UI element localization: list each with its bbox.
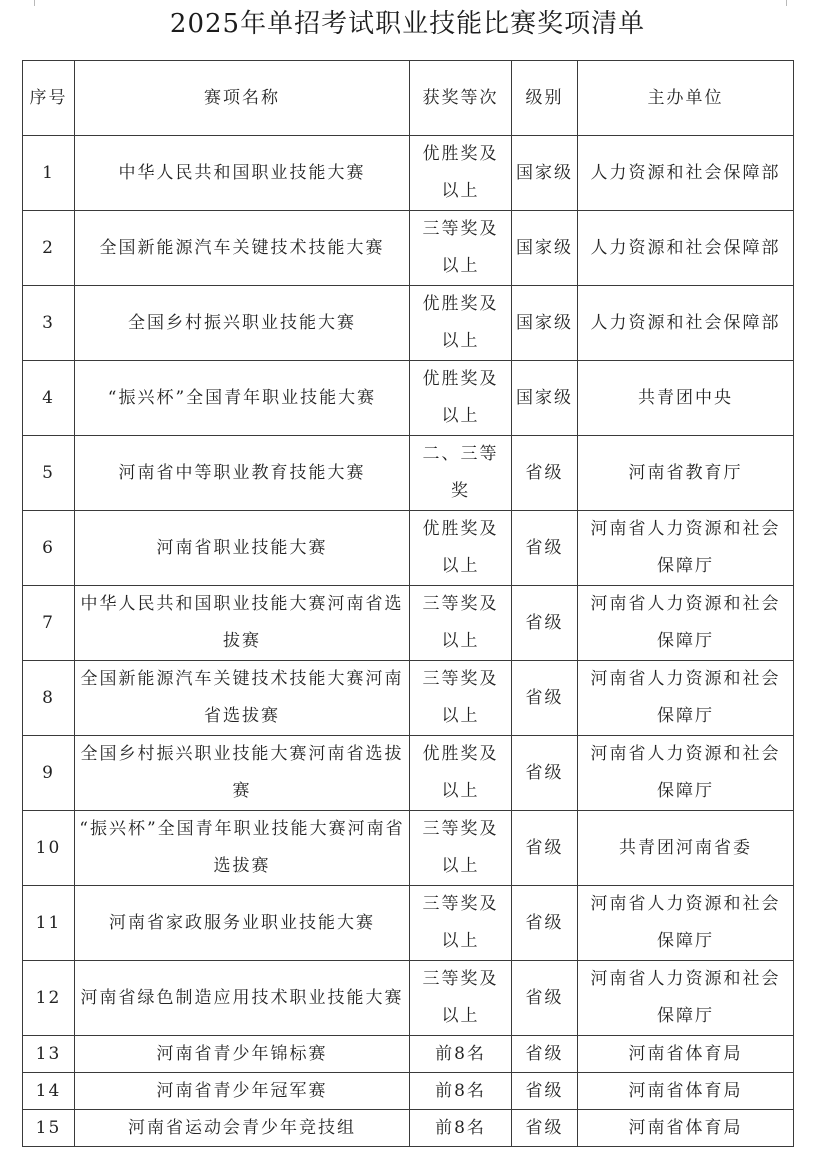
cell-organizer: 人力资源和社会保障部 xyxy=(578,136,794,211)
cell-name: 全国新能源汽车关键技术技能大赛 xyxy=(75,211,410,286)
cell-level: 省级 xyxy=(512,1110,578,1147)
cell-name: 全国乡村振兴职业技能大赛 xyxy=(75,286,410,361)
cell-name: “振兴杯”全国青年职业技能大赛 xyxy=(75,361,410,436)
cell-level: 省级 xyxy=(512,886,578,961)
cell-organizer: 河南省体育局 xyxy=(578,1110,794,1147)
header-index: 序号 xyxy=(23,61,75,136)
cell-organizer: 河南省人力资源和社会保障厅 xyxy=(578,511,794,586)
cell-level: 省级 xyxy=(512,811,578,886)
cell-name: 河南省绿色制造应用技术职业技能大赛 xyxy=(75,961,410,1036)
cell-name: 河南省职业技能大赛 xyxy=(75,511,410,586)
cell-name: 河南省青少年冠军赛 xyxy=(75,1073,410,1110)
cell-level: 国家级 xyxy=(512,211,578,286)
cell-index: 1 xyxy=(23,136,75,211)
cell-level: 国家级 xyxy=(512,286,578,361)
cell-organizer: 共青团河南省委 xyxy=(578,811,794,886)
cell-level: 省级 xyxy=(512,736,578,811)
header-award: 获奖等次 xyxy=(410,61,512,136)
cell-level: 省级 xyxy=(512,586,578,661)
cell-index: 7 xyxy=(23,586,75,661)
cell-award: 三等奖及以上 xyxy=(410,961,512,1036)
cell-index: 13 xyxy=(23,1036,75,1073)
cell-organizer: 人力资源和社会保障部 xyxy=(578,211,794,286)
cell-organizer: 人力资源和社会保障部 xyxy=(578,286,794,361)
award-table xyxy=(22,60,794,1147)
cell-index: 12 xyxy=(23,961,75,1036)
cell-name: 河南省运动会青少年竞技组 xyxy=(75,1110,410,1147)
cell-name: 全国新能源汽车关键技术技能大赛河南省选拔赛 xyxy=(75,661,410,736)
cell-award: 三等奖及以上 xyxy=(410,211,512,286)
table-row xyxy=(23,586,794,661)
cell-level: 省级 xyxy=(512,511,578,586)
cell-name: 中华人民共和国职业技能大赛河南省选拔赛 xyxy=(75,586,410,661)
table-row xyxy=(23,1110,794,1147)
cell-organizer: 河南省人力资源和社会保障厅 xyxy=(578,661,794,736)
cell-level: 省级 xyxy=(512,961,578,1036)
cell-award: 优胜奖及以上 xyxy=(410,136,512,211)
table-row xyxy=(23,361,794,436)
cell-organizer: 共青团中央 xyxy=(578,361,794,436)
cell-award: 三等奖及以上 xyxy=(410,586,512,661)
table-row xyxy=(23,961,794,1036)
cell-award: 前8名 xyxy=(410,1036,512,1073)
cell-index: 10 xyxy=(23,811,75,886)
table-row xyxy=(23,1036,794,1073)
cell-index: 4 xyxy=(23,361,75,436)
cell-name: “振兴杯”全国青年职业技能大赛河南省选拔赛 xyxy=(75,811,410,886)
cell-level: 省级 xyxy=(512,1073,578,1110)
table-row xyxy=(23,661,794,736)
cell-award: 前8名 xyxy=(410,1073,512,1110)
cell-name: 河南省中等职业教育技能大赛 xyxy=(75,436,410,511)
table-row xyxy=(23,811,794,886)
cell-index: 15 xyxy=(23,1110,75,1147)
header-level: 级别 xyxy=(512,61,578,136)
cell-organizer: 河南省人力资源和社会保障厅 xyxy=(578,736,794,811)
cell-name: 河南省青少年锦标赛 xyxy=(75,1036,410,1073)
cell-index: 6 xyxy=(23,511,75,586)
table-row xyxy=(23,511,794,586)
table-row xyxy=(23,286,794,361)
page-title: 2025年单招考试职业技能比赛奖项清单 xyxy=(169,9,646,39)
table-row xyxy=(23,436,794,511)
cell-award: 优胜奖及以上 xyxy=(410,361,512,436)
cell-name: 中华人民共和国职业技能大赛 xyxy=(75,136,410,211)
header-name: 赛项名称 xyxy=(75,61,410,136)
cell-index: 9 xyxy=(23,736,75,811)
table-row xyxy=(23,736,794,811)
cell-level: 省级 xyxy=(512,1036,578,1073)
cell-award: 前8名 xyxy=(410,1110,512,1147)
cell-index: 14 xyxy=(23,1073,75,1110)
cell-index: 8 xyxy=(23,661,75,736)
table-row xyxy=(23,211,794,286)
cell-award: 优胜奖及以上 xyxy=(410,736,512,811)
cell-award: 优胜奖及以上 xyxy=(410,286,512,361)
cell-award: 三等奖及以上 xyxy=(410,661,512,736)
table-row xyxy=(23,886,794,961)
header-organizer: 主办单位 xyxy=(578,61,794,136)
cell-index: 3 xyxy=(23,286,75,361)
cell-award: 三等奖及以上 xyxy=(410,886,512,961)
table-row xyxy=(23,1073,794,1110)
cell-award: 二、三等奖 xyxy=(410,436,512,511)
cell-name: 河南省家政服务业职业技能大赛 xyxy=(75,886,410,961)
cell-index: 2 xyxy=(23,211,75,286)
cell-award: 三等奖及以上 xyxy=(410,811,512,886)
cell-name: 全国乡村振兴职业技能大赛河南省选拔赛 xyxy=(75,736,410,811)
cell-organizer: 河南省人力资源和社会保障厅 xyxy=(578,586,794,661)
cell-organizer: 河南省人力资源和社会保障厅 xyxy=(578,961,794,1036)
cell-level: 国家级 xyxy=(512,136,578,211)
cell-index: 11 xyxy=(23,886,75,961)
cell-organizer: 河南省体育局 xyxy=(578,1036,794,1073)
cell-level: 省级 xyxy=(512,661,578,736)
table-header-row xyxy=(23,61,794,136)
cell-level: 省级 xyxy=(512,436,578,511)
cell-index: 5 xyxy=(23,436,75,511)
cell-organizer: 河南省教育厅 xyxy=(578,436,794,511)
table-row xyxy=(23,136,794,211)
cell-level: 国家级 xyxy=(512,361,578,436)
cell-award: 优胜奖及以上 xyxy=(410,511,512,586)
cell-organizer: 河南省人力资源和社会保障厅 xyxy=(578,886,794,961)
cell-organizer: 河南省体育局 xyxy=(578,1073,794,1110)
